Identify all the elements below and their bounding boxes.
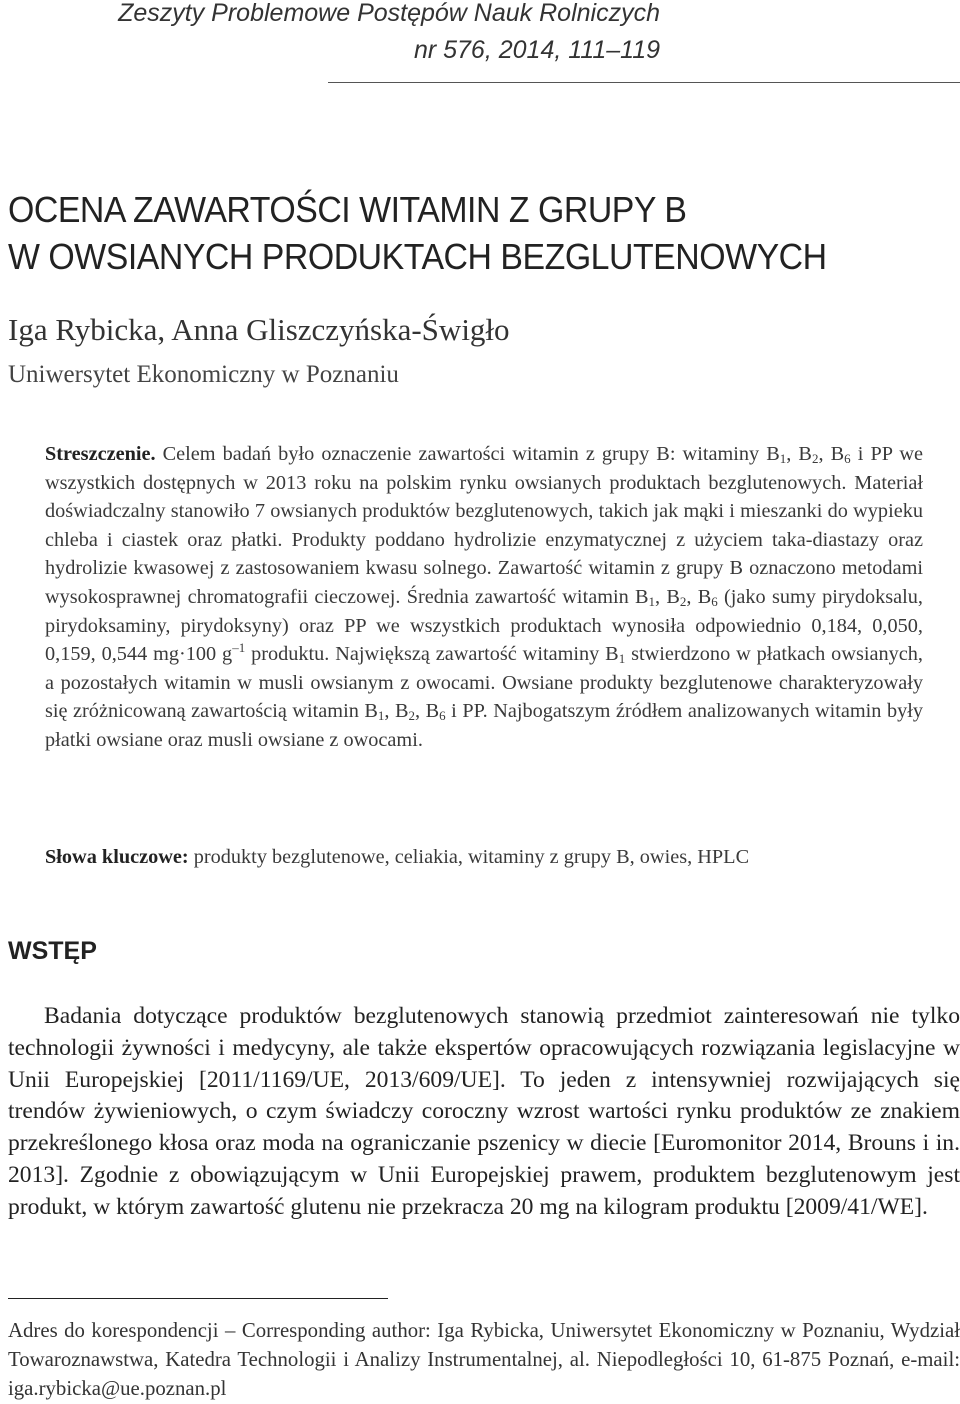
paragraph-text: Badania dotyczące produktów bezglutenowych stanowią przedmiot zainteresowań nie tylko technologii żywności i medycyny, ale także ekspertów opracowujących rozwiązania legislacyjne w Unii Europejskiej [2011/1169/UE, 2013/609/UE]. To jeden z intensywniej rozwijających się trendów żywieniowych, o czym świadczy coroczny wzrost wartości rynku produktów ze znakiem przekreślonego kłosa oraz moda na ograniczanie pszenicy w diecie [Euromonitor 2014, Brouns i in. 2013]. Zgodnie z obowiązującym w Unii Europejskiej prawem, produktem bezglutenowym jest produkt, w którym zawartość glutenu nie przekracza 20 mg na kilogram produktu [2009/41/WE]. [8,1003,960,1220]
keywords-text: produkty bezglutenowe, celiakia, witaminy z grupy B, owies, HPLC [188,846,750,868]
subscript: 2 [679,593,687,609]
title-line-1: OCENA ZAWARTOŚCI WITAMIN Z GRUPY B [8,189,687,230]
abstract-text: stwierdzono w płatkach owsianych, a pozostałych witamin w musli owsianym z owocami. Owsiane produkty bezglutenowe charakteryzowały się zróżnicowaną zawartością witamin B [45,643,923,723]
abstract [45,440,923,755]
abstract-text: , B [384,700,409,723]
journal-issue: nr 576, 2014, 111–119 [413,36,660,64]
abstract-text: produktu. Największą zawartość witaminy B [245,643,619,666]
subscript: 1 [377,708,385,724]
abstract-label: Streszczenie. [45,443,156,465]
abstract-text: (jako sumy pirydoksalu, pirydoksaminy, pirydoksyny) oraz PP we wszystkich produktach wynosiła odpowiednio 0,184, 0,050, 0,159, 0,544 mg·100 g [45,585,923,666]
subscript: 2 [811,451,819,466]
subscript: 6 [439,708,446,724]
title-line-2: W OWSIANYCH PRODUKTACH BEZGLUTENOWYCH [8,236,827,277]
subscript: 1 [779,451,787,466]
keywords [45,843,935,871]
footnote: Adres do korespondencji – Corresponding author: Iga Rybicka, Uniwersytet Ekonomiczny w Poznaniu, Wydział Towaroznawstwa, Katedra Technologii i Analizy Instrumentalnej, al. Niepodległości 10, 61-875 Poznań, e-mail: iga.rybicka@ue.poznan.pl [8,1319,960,1401]
affiliation: Uniwersytet Ekonomiczny w Poznaniu [8,361,399,388]
abstract-text: , B [686,585,712,608]
superscript: –1 [232,640,246,656]
abstract-text: , B [655,585,680,608]
header-rule [328,82,960,83]
subscript: 1 [648,593,656,609]
keywords-label: Słowa kluczowe: [45,846,189,868]
abstract-text: Celem badań było oznaczenie zawartości witamin z grupy B: witaminy B [155,443,780,465]
abstract-text: , B [415,700,440,723]
abstract-text: , B [786,443,812,465]
journal-name: Zeszyty Problemowe Postępów Nauk Rolniczych [118,0,660,27]
subscript: 6 [711,593,718,609]
article-title [8,186,892,280]
body-paragraph [8,1001,960,1224]
subscript: 6 [844,451,851,466]
abstract-text: i PP. Najbogatszym źródłem analizowanych witamin były płatki owsiane oraz musli owsiane z owocami. [45,700,924,751]
subscript: 1 [618,651,626,667]
section-heading: WSTĘP [8,937,97,965]
subscript: 2 [408,708,416,724]
abstract-text: i PP we wszystkich dostępnych w 2013 roku na polskim rynku owsianych produktach bezglutenowych. Materiał doświadczalny stanowiło 7 owsianych produktów bezglutenowych, takich jak mąki i mieszanki do wypieku chleba i ciastek oraz płatki. Produkty poddano hydrolizie enzymatycznej z użyciem taka-diastazy oraz hydrolizie kwasowej z zastosowaniem kwasu solnego. Zawartość witamin z grupy B oznaczono metodami wysokosprawnej chromatografii cieczowej. Średnia zawartość witamin B [45,443,923,608]
abstract-text: , B [818,443,845,465]
authors: Iga Rybicka, Anna Gliszczyńska-Świgło [8,312,510,347]
footnote-rule [8,1298,388,1299]
